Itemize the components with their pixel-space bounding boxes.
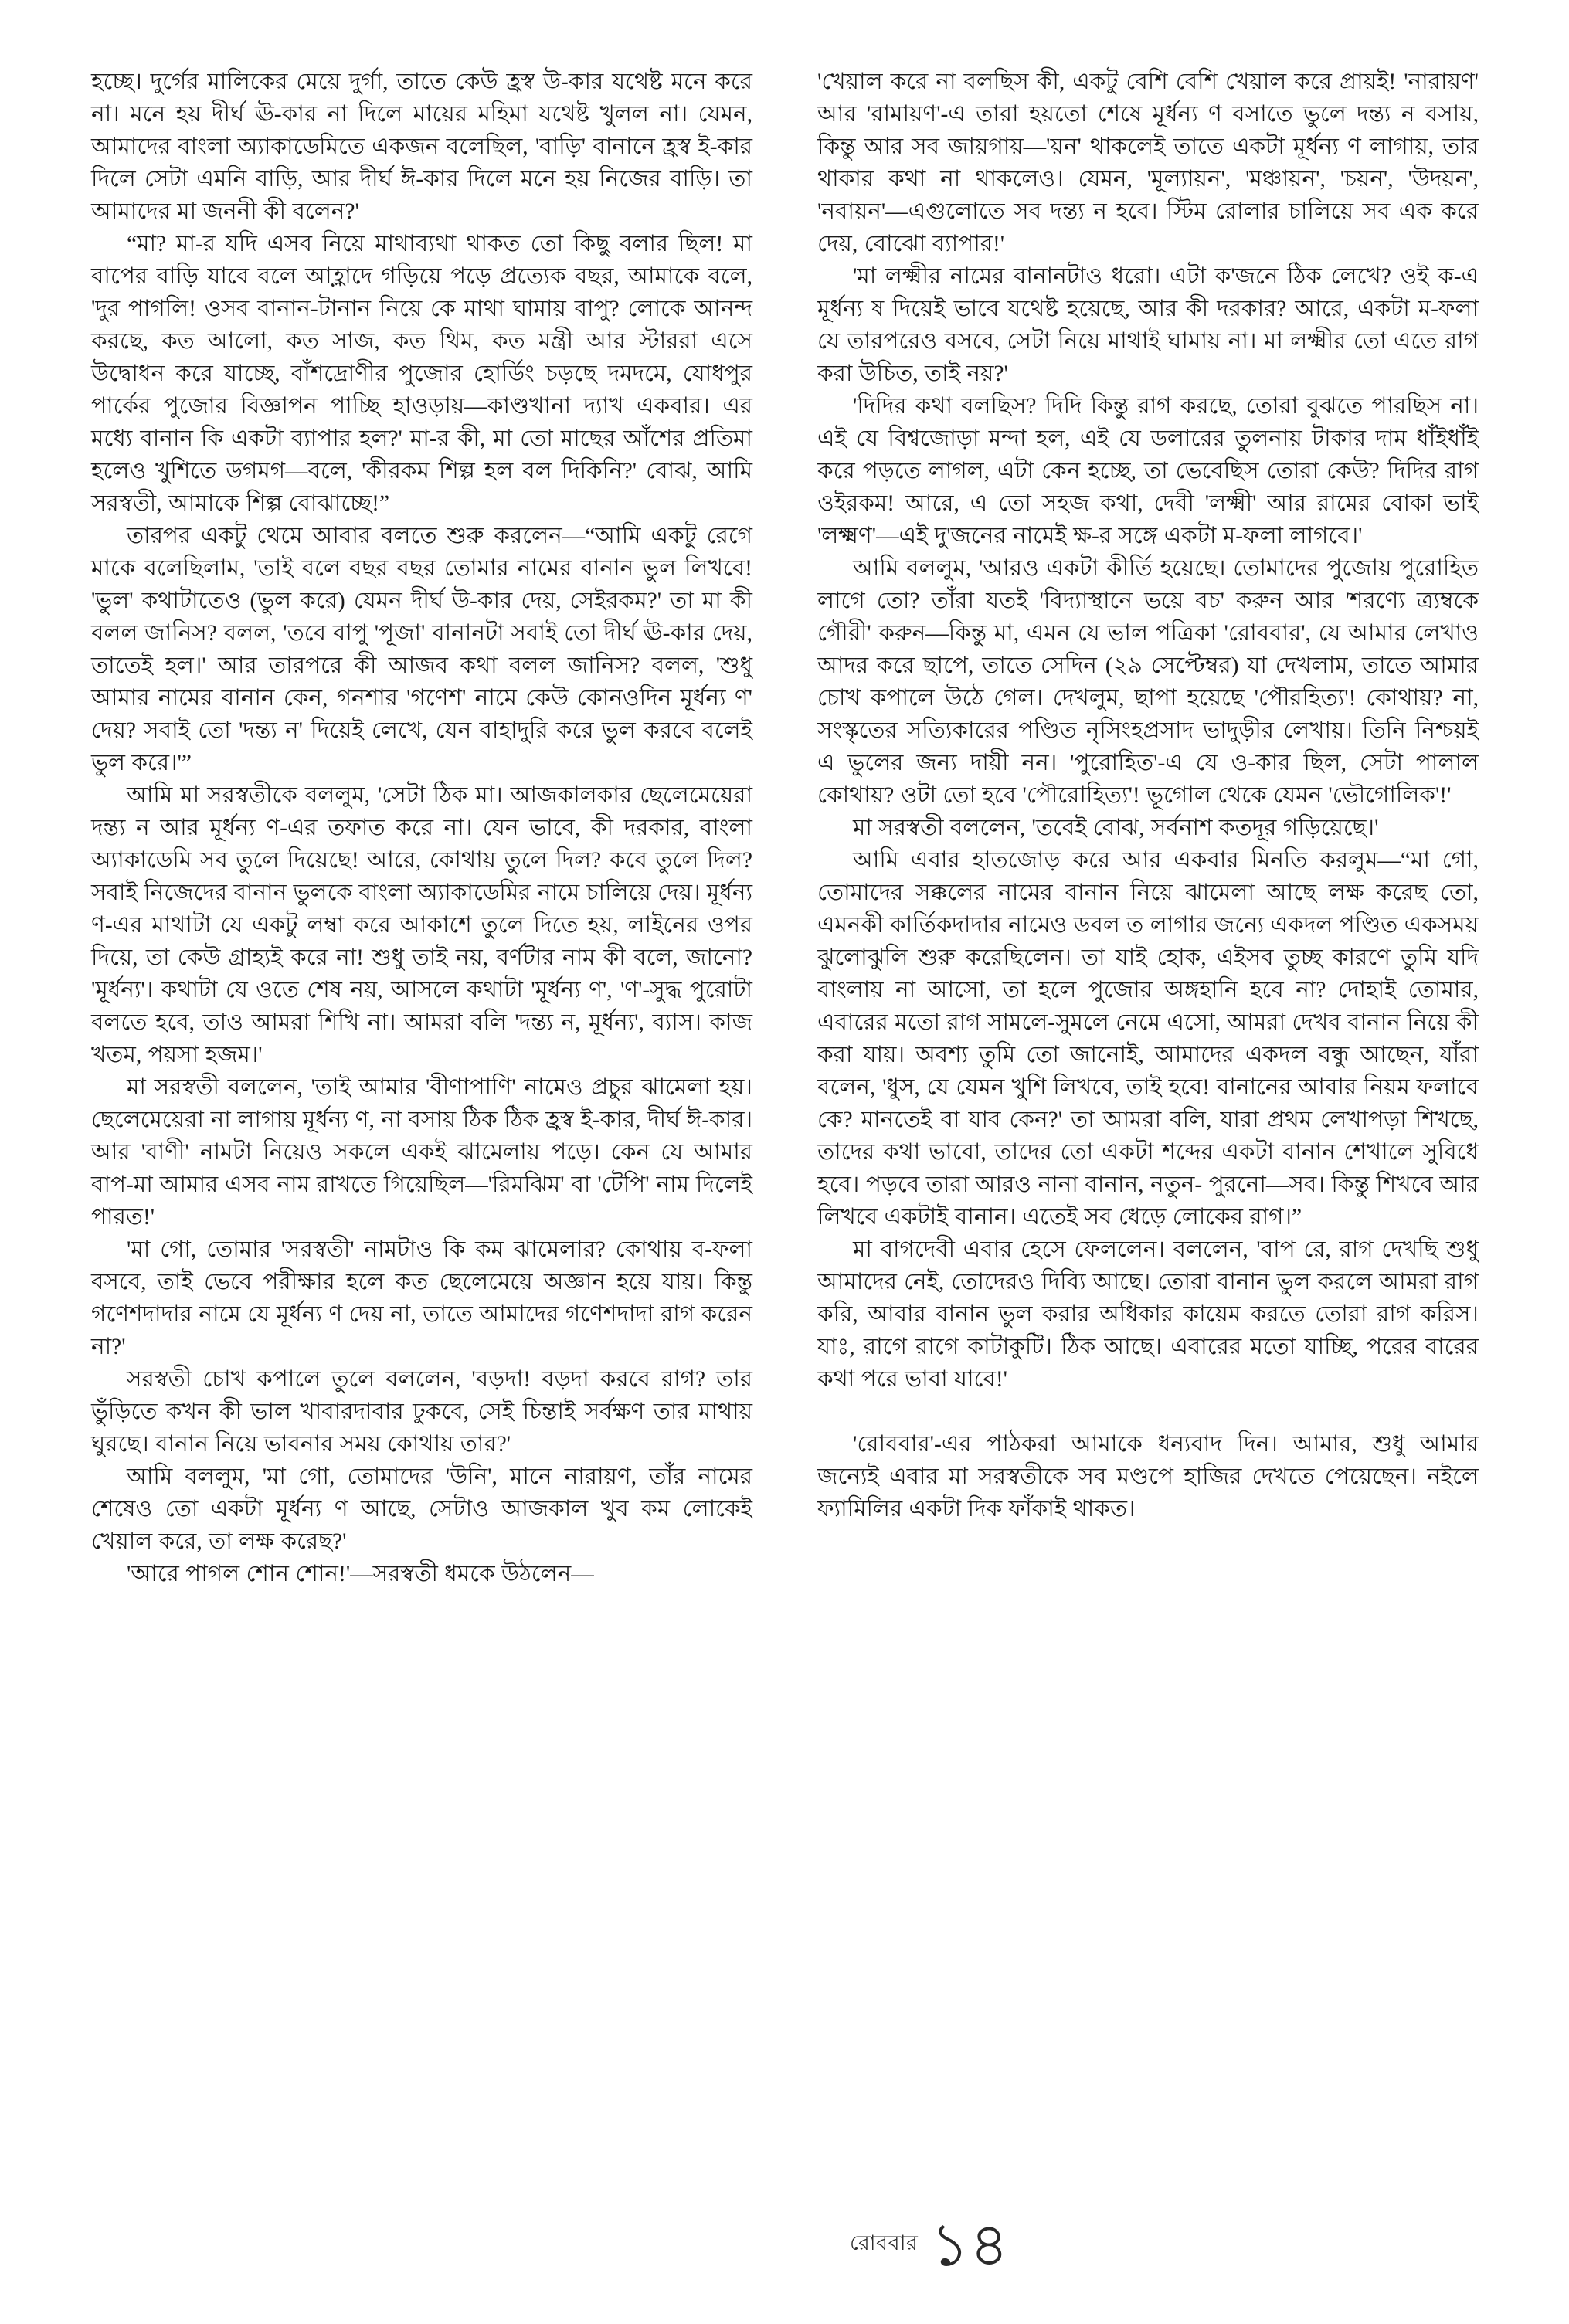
magazine-name: রোববার — [850, 2231, 919, 2254]
paragraph: 'দিদির কথা বলছিস? দিদি কিন্তু রাগ করছে, তোরা বুঝতে পারছিস না। এই যে বিশ্বজোড়া মন্দা হল, এই যে ডলারের তুলনায় টাকার দাম ধাঁইধাঁই করে পড়তে লাগল, এটা কেন হচ্ছে, তা ভেবেছিস তোরা কেউ? দিদির রাগ ওইরকম! আরে, এ তো সহজ কথা, দেবী 'লক্ষ্মী' আর রামের বোকা ভাই 'লক্ষ্মণ'—এই দু'জনের নামেই ক্ষ-র সঙ্গে একটা ম-ফলা লাগবে।' — [817, 394, 1479, 548]
paragraph: মা সরস্বতী বললেন, 'তবেই বোঝ, সর্বনাশ কতদূর গড়িয়েছে।' — [853, 816, 1379, 840]
paragraph: 'মা গো, তোমার 'সরস্বতী' নামটাও কি কম ঝামেলার? কোথায় ব-ফলা বসবে, তাই ভেবে পরীক্ষার হলে কত ছেলেমেয়ে অজ্ঞান হয়ে যায়। কিন্তু গণেশদাদার নামে যে মূর্ধন্য ণ দেয় না, তাতে আমাদের গণেশদাদা রাগ করেন না?' — [91, 1237, 752, 1359]
paragraph: 'মা লক্ষ্মীর নামের বানানটাও ধরো। এটা ক'জনে ঠিক লেখে? ওই ক-এ মূর্ধন্য ষ দিয়েই ভাবে যথেষ্ট হয়েছে, আর কী দরকার? আরে, একটা ম-ফলা যে তারপরেও বসবে, সেটা নিয়ে মাথাই ঘামায় না। মা লক্ষ্মীর তো এতে রাগ করা উচিত, তাই নয়?' — [817, 264, 1479, 386]
page-footer — [850, 2211, 1009, 2278]
article-body — [91, 66, 1478, 1590]
paragraph: “মা? মা-র যদি এসব নিয়ে মাথাব্যথা থাকত তো কিছু বলার ছিল! মা বাপের বাড়ি যাবে বলে আহ্লাদে গড়িয়ে পড়ে প্রত্যেক বছর, আমাকে বলে, 'দুর পাগলি! ওসব বানান-টানান নিয়ে কে মাথা ঘামায় বাপু? লোকে আনন্দ করছে, কত আলো, কত সাজ, কত থিম, কত মন্ত্রী আর স্টাররা এসে উদ্বোধন করে যাচ্ছে, বাঁশদ্রোণীর পুজোর হোর্ডিং চড়ছে দমদমে, যোধপুর পার্কের পুজোর বিজ্ঞাপন পাচ্ছি হাওড়ায়—কাণ্ডখানা দ্যাখ একবার। এর মধ্যে বানান কি একটা ব্যাপার হল?' মা-র কী, মা তো মাছের আঁশের প্রতিমা হলেও খুশিতে ডগমগ—বলে, 'কীরকম শিল্প হল বল দিকিনি?' বোঝ, আমি সরস্বতী, আমাকে শিল্প বোঝাচ্ছে!” — [91, 232, 752, 516]
paragraph: মা সরস্বতী বললেন, 'তাই আমার 'বীণাপাণি' নামেও প্রচুর ঝামেলা হয়। ছেলেমেয়েরা না লাগায় মূর্ধন্য ণ, না বসায় ঠিক ঠিক হ্রস্ব ই-কার, দীর্ঘ ঈ-কার। আর 'বাণী' নামটা নিয়েও সকলে একই ঝামেলায় পড়ে। কেন যে আমার বাপ-মা আমার এসব নাম রাখতে গিয়েছিল—'রিমঝিম' বা 'টেপি' নাম দিলেই পারত!' — [91, 1075, 752, 1230]
paragraph: 'খেয়াল করে না বলছিস কী, একটু বেশি বেশি খেয়াল করে প্রায়ই! 'নারায়ণ' আর 'রামায়ণ'-এ তারা হয়তো শেষে মূর্ধন্য ণ বসাতে ভুলে দন্ত্য ন বসায়, কিন্তু আর সব জায়গায়—'য়ন' থাকলেই তাতে একটা মূর্ধন্য ণ লাগায়, তার থাকার কথা না থাকলেও। যেমন, 'মূল্যায়ন', 'মঞ্চায়ন', 'চয়ন', 'উদয়ন', 'নবায়ন'—এগুলোতে সব দন্ত্য ন হবে। স্টিম রোলার চালিয়ে সব এক করে দেয়, বোঝো ব্যাপার!' — [817, 70, 1479, 256]
right-column — [817, 66, 1479, 1590]
paragraph: আমি বললুম, 'আরও একটা কীর্তি হয়েছে। তোমাদের পুজোয় পুরোহিত লাগে তো? তাঁরা যতই 'বিদ্যাস্থানে ভয়ে বচ' করুন আর 'শরণ্যে ত্র্যম্বকে গৌরী' করুন—কিন্তু মা, এমন যে ভাল পত্রিকা 'রোববার', যে আমার লেখাও আদর করে ছাপে, তাতে সেদিন (২৯ সেপ্টেম্বর) যা দেখলাম, তাতে আমার চোখ কপালে উঠে গেল। দেখলুম, ছাপা হয়েছে 'পৌরহিত্য'! কোথায়? না, সংস্কৃতের সত্যিকারের পণ্ডিত নৃসিংহপ্রসাদ ভাদুড়ীর লেখায়। তিনি নিশ্চয়ই এ ভুলের জন্য দায়ী নন। 'পুরোহিত'-এ যে ও-কার ছিল, সেটা পালাল কোথায়? ওটা তো হবে 'পৌরোহিত্য'! ভূগোল থেকে যেমন 'ভৌগোলিক'!' — [817, 556, 1479, 808]
paragraph: আমি মা সরস্বতীকে বললুম, 'সেটা ঠিক মা। আজকালকার ছেলেমেয়েরা দন্ত্য ন আর মূর্ধন্য ণ-এর তফাত করে না। যেন ভাবে, কী দরকার, বাংলা অ্যাকাডেমি সব তুলে দিয়েছে! আরে, কোথায় তুলে দিল? কবে তুলে দিল? সবাই নিজেদের বানান ভুলকে বাংলা অ্যাকাডেমির নামে চালিয়ে দেয়। মূর্ধন্য ণ-এর মাথাটা যে একটু লম্বা করে আকাশে তুলে দিতে হয়, লাইনের ওপর দিয়ে, তা কেউ গ্রাহ্যই করে না! শুধু তাই নয়, বর্ণটার নাম কী বলে, জানো? 'মূর্ধন্য'। কথাটা যে ওতে শেষ নয়, আসলে কথাটা 'মূর্ধন্য ণ', 'ণ'-সুদ্ধ পুরোটা বলতে হবে, তাও আমরা শিখি না। আমরা বলি 'দন্ত্য ন, মূর্ধন্য', ব্যাস। কাজ খতম, পয়সা হজম।' — [91, 783, 752, 1067]
paragraph: 'রোববার'-এর পাঠকরা আমাকে ধন্যবাদ দিন। আমার, শুধু আমার জন্যেই এবার মা সরস্বতীকে সব মণ্ডপে হাজির দেখতে পেয়েছেন। নইলে ফ্যামিলির একটা দিক ফাঁকাই থাকত। — [817, 1432, 1479, 1522]
paragraph: মা বাগদেবী এবার হেসে ফেললেন। বললেন, 'বাপ রে, রাগ দেখছি শুধু আমাদের নেই, তোদেরও দিব্যি আছে। তোরা বানান ভুল করলে আমরা রাগ করি, আবার বানান ভুল করার অধিকার কায়েম করতে তোরা রাগ করিস। যাঃ, রাগে রাগে কাটাকুটি। ঠিক আছে। এবারের মতো যাচ্ছি, পরের বারের কথা পরে ভাবা যাবে!' — [817, 1237, 1479, 1392]
paragraph: হচ্ছে। দুর্গের মালিকের মেয়ে দুর্গা, তাতে কেউ হ্রস্ব উ-কার যথেষ্ট মনে করে না। মনে হয় দীর্ঘ ঊ-কার না দিলে মায়ের মহিমা যথেষ্ট খুলল না। যেমন, আমাদের বাংলা অ্যাকাডেমিতে একজন বলেছিল, 'বাড়ি' বানানে হ্রস্ব ই-কার দিলে সেটা এমনি বাড়ি, আর দীর্ঘ ঈ-কার দিলে মনে হয় নিজের বাড়ি। তা আমাদের মা জননী কী বলেন?' — [91, 70, 752, 224]
left-column — [91, 66, 752, 1590]
paragraph: আমি এবার হাতজোড় করে আর একবার মিনতি করলুম—“মা গো, তোমাদের সক্কলের নামের বানান নিয়ে ঝামেলা আছে লক্ষ করেছ তো, এমনকী কার্তিকদাদার নামেও ডবল ত লাগার জন্যে একদল পণ্ডিত একসময় ঝুলোঝুলি শুরু করেছিলেন। তা যাই হোক, এইসব তুচ্ছ কারণে তুমি যদি বাংলায় না আসো, তা হলে পুজোর অঙ্গহানি হবে না? দোহাই তোমার, এবারের মতো রাগ সামলে-সুমলে নেমে এসো, আমরা দেখব বানান নিয়ে কী করা যায়। অবশ্য তুমি তো জানোই, আমাদের একদল বন্ধু আছেন, যাঁরা বলেন, 'ধুস, যে যেমন খুশি লিখবে, তাই হবে! বানানের আবার নিয়ম ফলাবে কে? মানতেই বা যাব কেন?' তা আমরা বলি, যারা প্রথম লেখাপড়া শিখছে, তাদের কথা ভাবো, তাদের তো একটা শব্দের একটা বানান শেখালে সুবিধে হবে। পড়বে তারা আরও নানা বানান, নতুন- পুরনো—সব। কিন্তু শিখবে আর লিখবে একটাই বানান। এতেই সব ধেড়ে লোকের রাগ।” — [817, 848, 1479, 1230]
page-number: ১৪ — [930, 2211, 1009, 2278]
paragraph: সরস্বতী চোখ কপালে তুলে বললেন, 'বড়দা! বড়দা করবে রাগ? তার ভুঁড়িতে কখন কী ভাল খাবারদাবার ঢুকবে, সেই চিন্তাই সর্বক্ষণ তার মাথায় ঘুরছে। বানান নিয়ে ভাবনার সময় কোথায় তার?' — [91, 1367, 752, 1457]
paragraph: তারপর একটু থেমে আবার বলতে শুরু করলেন—“আমি একটু রেগে মাকে বলেছিলাম, 'তাই বলে বছর বছর তোমার নামের বানান ভুল লিখবে! 'ভুল' কথাটাতেও (ভুল করে) যেমন দীর্ঘ উ-কার দেয়, সেইরকম?' তা মা কী বলল জানিস? বলল, 'তবে বাপু 'পূজা' বানানটা সবাই তো দীর্ঘ ঊ-কার দেয়, তাতেই হল।' আর তারপরে কী আজব কথা বলল জানিস? বলল, 'শুধু আমার নামের বানান কেন, গনশার 'গণেশ' নামে কেউ কোনওদিন মূর্ধন্য ণ' দেয়? সবাই তো 'দন্ত্য ন' দিয়েই লেখে, যেন বাহাদুরি করে ভুল করবে বলেই ভুল করে।'” — [91, 524, 752, 775]
paragraph: আমি বললুম, 'মা গো, তোমাদের 'উনি', মানে নারায়ণ, তাঁর নামের শেষেও তো একটা মূর্ধন্য ণ আছে, সেটাও আজকাল খুব কম লোকেই খেয়াল করে, তা লক্ষ করেছ?' — [91, 1464, 752, 1554]
paragraph: 'আরে পাগল শোন শোন!'—সরস্বতী ধমকে উঠলেন— — [127, 1562, 594, 1586]
